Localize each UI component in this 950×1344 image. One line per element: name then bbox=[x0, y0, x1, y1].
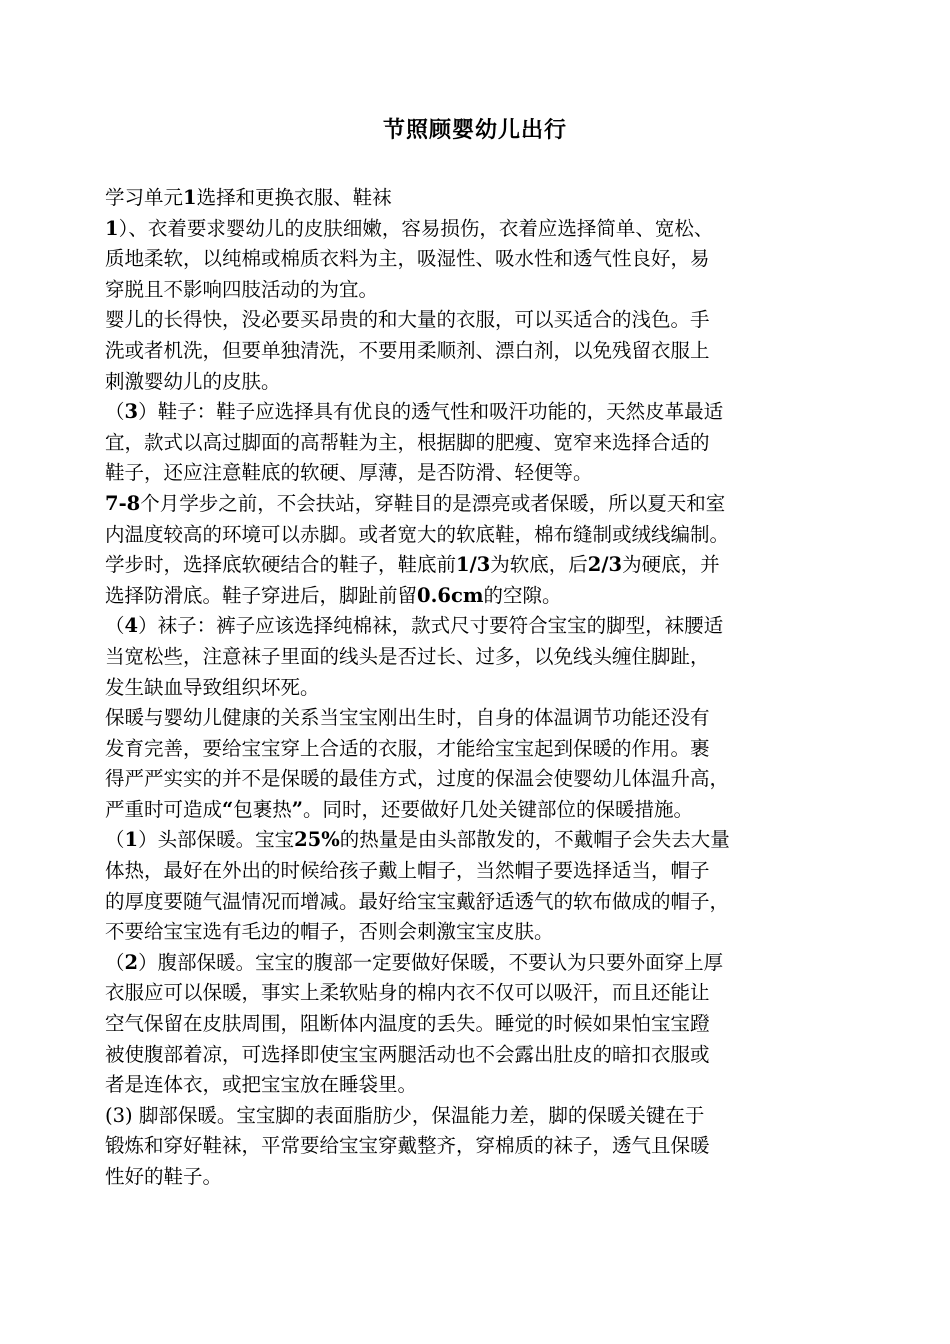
bold-run: 0.6cm bbox=[417, 583, 484, 607]
bold-run: 1 bbox=[105, 216, 119, 240]
text-line bbox=[105, 581, 865, 612]
text-run: 的空隙。 bbox=[483, 583, 562, 607]
text-run: （ bbox=[105, 828, 125, 852]
text-run: 鞋子，还应注意鞋底的软硬、厚薄，是否防滑、轻便等。 bbox=[105, 461, 593, 485]
text-run: 的厚度要随气温情况而增减。最好给宝宝戴舒适透气的软布做成的帽子， bbox=[105, 889, 730, 913]
text-run: 保暖与婴幼儿健康的关系当宝宝刚出生时，自身的体温调节功能还没有 bbox=[105, 706, 710, 730]
bold-run: “ bbox=[222, 797, 234, 821]
text-line bbox=[105, 214, 865, 245]
text-run: 个月学步之前，不会扶站，穿鞋目的是漂亮或者保暖，所以夏天和室 bbox=[140, 491, 726, 515]
text-line bbox=[105, 673, 865, 704]
text-run: （ bbox=[105, 950, 125, 974]
bold-run: 2/3 bbox=[587, 553, 623, 577]
text-line bbox=[105, 305, 865, 336]
text-run: 婴儿的长得快，没必要买昂贵的和大量的衣服，可以买适合的浅色。手 bbox=[105, 308, 710, 332]
text-run: 不要给宝宝选有毛边的帽子，否则会刺激宝宝皮肤。 bbox=[105, 920, 554, 944]
text-run: 严重时可造成 bbox=[105, 797, 223, 821]
text-run: 洗或者机洗，但要单独清洗，不要用柔顺剂、漂白剂，以免残留衣服上 bbox=[105, 338, 710, 362]
text-line bbox=[105, 520, 865, 551]
bold-run: 2 bbox=[124, 950, 139, 974]
document-title: 节照顾婴幼儿出行 bbox=[382, 118, 567, 143]
text-run: 发育完善，要给宝宝穿上合适的衣服，才能给宝宝起到保暖的作用。裹 bbox=[105, 736, 710, 760]
text-line bbox=[105, 244, 865, 275]
text-run: 宜，款式以高过脚面的高帮鞋为主，根据脚的肥瘦、宽窄来选择合适的 bbox=[105, 430, 710, 454]
text-run: 得严严实实的并不是保暖的最佳方式，过度的保温会使婴幼儿体温升高， bbox=[105, 767, 730, 791]
text-line bbox=[105, 336, 865, 367]
text-line bbox=[105, 367, 865, 398]
text-run: 包裹热 bbox=[233, 797, 292, 821]
text-line bbox=[105, 978, 865, 1009]
bold-run: 1/3 bbox=[456, 553, 491, 577]
text-run: 性好的鞋子。 bbox=[105, 1165, 223, 1188]
text-run: 为硬底，并 bbox=[622, 553, 720, 577]
bold-run: 3 bbox=[124, 400, 139, 424]
text-run: 学习单元 bbox=[105, 186, 184, 209]
text-line bbox=[105, 825, 865, 856]
text-run: ）头部保暖。宝宝 bbox=[138, 828, 295, 852]
text-line bbox=[105, 397, 865, 428]
bold-run: 7-8 bbox=[105, 491, 141, 515]
text-line bbox=[105, 1162, 865, 1193]
bold-run: 1 bbox=[183, 186, 197, 209]
text-run: 锻炼和穿好鞋袜，平常要给宝宝穿戴整齐，穿棉质的袜子，透气且保暖 bbox=[105, 1134, 710, 1158]
text-run: 穿脱且不影响四肢活动的为宜。 bbox=[105, 277, 379, 301]
text-line bbox=[105, 1131, 865, 1162]
text-line bbox=[105, 1101, 865, 1132]
text-run: 当宽松些，注意袜子里面的线头是否过长、过多，以免线头缠住脚趾， bbox=[105, 644, 710, 668]
text-run: 学步时，选择底软硬结合的鞋子，鞋底前 bbox=[105, 553, 457, 577]
text-run: 刺激婴幼儿的皮肤。 bbox=[105, 369, 281, 393]
text-line bbox=[105, 1009, 865, 1040]
text-line bbox=[105, 183, 865, 214]
text-run: ）袜子：裤子应该选择纯棉袜，款式尺寸要符合宝宝的脚型，袜腰适 bbox=[138, 614, 724, 638]
text-run: 体热，最好在外出的时候给孩子戴上帽子，当然帽子要选择适当，帽子 bbox=[105, 859, 710, 883]
text-line bbox=[105, 550, 865, 581]
text-line bbox=[105, 489, 865, 520]
text-run: 为软底，后 bbox=[490, 553, 588, 577]
text-line bbox=[105, 795, 865, 826]
bold-run: ” bbox=[291, 797, 303, 821]
text-line bbox=[105, 642, 865, 673]
text-line bbox=[105, 458, 865, 489]
text-run: 空气保留在皮肤周围，阻断体内温度的丢失。睡觉的时候如果怕宝宝蹬 bbox=[105, 1012, 710, 1036]
text-line bbox=[105, 856, 865, 887]
text-line bbox=[105, 764, 865, 795]
bold-run: 4 bbox=[124, 614, 139, 638]
text-run: ）、衣着要求婴幼儿的皮肤细嫩，容易损伤，衣着应选择简单、宽松、 bbox=[118, 216, 714, 240]
text-run: (3) 脚部保暖。宝宝脚的表面脂肪少，保温能力差，脚的保暖关键在于 bbox=[105, 1103, 705, 1127]
text-line bbox=[105, 887, 865, 918]
bold-run: 25% bbox=[294, 828, 340, 852]
document-body bbox=[105, 183, 865, 1193]
text-line bbox=[105, 428, 865, 459]
text-line bbox=[105, 1040, 865, 1071]
text-run: 发生缺血导致组织坏死。 bbox=[105, 675, 320, 699]
text-run: 内温度较高的环境可以赤脚。或者宽大的软底鞋，棉布缝制或绒线编制。 bbox=[105, 522, 730, 546]
text-line bbox=[105, 917, 865, 948]
text-line bbox=[105, 611, 865, 642]
text-line bbox=[105, 703, 865, 734]
text-run: ）腹部保暖。宝宝的腹部一定要做好保暖，不要认为只要外面穿上厚 bbox=[138, 950, 724, 974]
text-run: 的热量是由头部散发的，不戴帽子会失去大量 bbox=[339, 828, 730, 852]
text-run: 质地柔软，以纯棉或棉质衣料为主，吸湿性、吸水性和透气性良好，易 bbox=[105, 247, 710, 271]
text-line bbox=[105, 734, 865, 765]
text-run: （ bbox=[105, 614, 125, 638]
text-line bbox=[105, 275, 865, 306]
text-run: （ bbox=[105, 400, 125, 424]
text-run: 选择防滑底。鞋子穿进后，脚趾前留 bbox=[105, 583, 418, 607]
text-run: 选择和更换衣服、鞋袜 bbox=[196, 186, 392, 209]
text-run: 者是连体衣，或把宝宝放在睡袋里。 bbox=[105, 1073, 418, 1097]
text-line bbox=[105, 948, 865, 979]
text-run: 。同时，还要做好几处关键部位的保暖措施。 bbox=[302, 797, 693, 821]
text-run: ）鞋子：鞋子应选择具有优良的透气性和吸汗功能的，天然皮革最适 bbox=[138, 400, 724, 424]
text-run: 被使腹部着凉，可选择即使宝宝两腿活动也不会露出肚皮的暗扣衣服或 bbox=[105, 1042, 710, 1066]
text-run: 衣服应可以保暖，事实上柔软贴身的棉内衣不仅可以吸汗，而且还能让 bbox=[105, 981, 710, 1005]
bold-run: 1 bbox=[124, 828, 139, 852]
text-line bbox=[105, 1070, 865, 1101]
